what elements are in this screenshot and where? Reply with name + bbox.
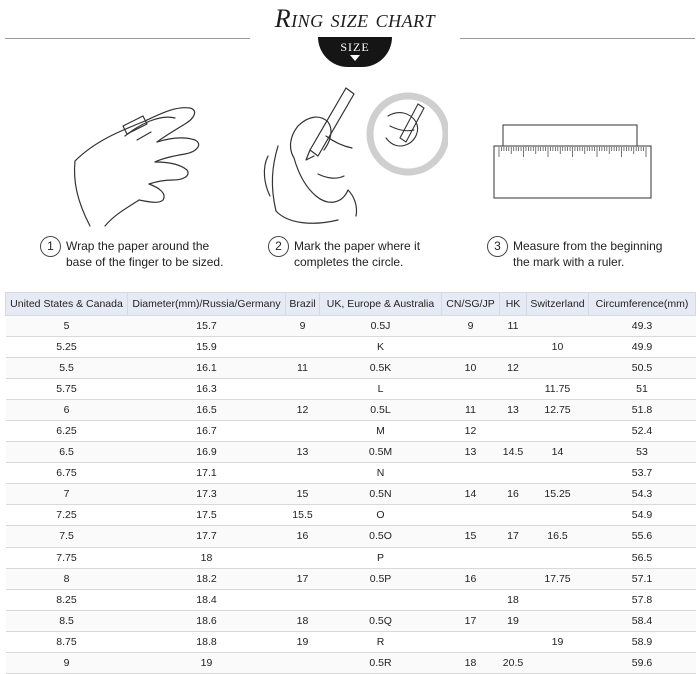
- table-cell: 18.6: [128, 610, 286, 631]
- step-number: 2: [268, 236, 289, 257]
- table-cell: [527, 421, 589, 442]
- column-header: UK, Europe & Australia: [320, 293, 442, 316]
- table-cell: 8.5: [6, 610, 128, 631]
- table-cell: 13: [500, 400, 527, 421]
- table-cell: [527, 505, 589, 526]
- table-row: [6, 652, 696, 673]
- table-cell: 9: [6, 652, 128, 673]
- table-cell: 17.5: [128, 505, 286, 526]
- table-cell: 5.75: [6, 379, 128, 400]
- table-cell: [442, 631, 500, 652]
- column-header: CN/SG/JP: [442, 293, 500, 316]
- table-cell: 16.5: [527, 526, 589, 547]
- table-cell: 52.4: [589, 421, 696, 442]
- table-cell: 53.7: [589, 463, 696, 484]
- table-row: [6, 547, 696, 568]
- step-line: Measure from the beginning: [513, 239, 663, 253]
- table-cell: 15: [286, 484, 320, 505]
- table-cell: [442, 337, 500, 358]
- table-cell: 17: [442, 610, 500, 631]
- table-cell: 58.9: [589, 631, 696, 652]
- table-row: [6, 484, 696, 505]
- table-cell: [527, 610, 589, 631]
- table-cell: O: [320, 505, 442, 526]
- table-cell: [442, 379, 500, 400]
- table-cell: 10: [527, 337, 589, 358]
- table-row: [6, 463, 696, 484]
- table-cell: 6.75: [6, 463, 128, 484]
- table-cell: [286, 421, 320, 442]
- table-cell: 17: [286, 568, 320, 589]
- table-cell: 0.5M: [320, 442, 442, 463]
- step-line: the mark with a ruler.: [513, 255, 625, 269]
- header-rule-left: [5, 38, 250, 39]
- table-cell: 0.5N: [320, 484, 442, 505]
- table-cell: [320, 589, 442, 610]
- table-cell: 18: [442, 652, 500, 673]
- table-cell: 19: [128, 652, 286, 673]
- column-header: United States & Canada: [6, 293, 128, 316]
- hand-wrap-paper-illustration: [65, 96, 215, 231]
- table-cell: 6.5: [6, 442, 128, 463]
- table-cell: [286, 379, 320, 400]
- table-cell: 11.75: [527, 379, 589, 400]
- table-cell: 15.25: [527, 484, 589, 505]
- table-cell: [500, 505, 527, 526]
- table-row: [6, 526, 696, 547]
- table-row: [6, 316, 696, 337]
- table-cell: 51: [589, 379, 696, 400]
- table-cell: 16: [500, 484, 527, 505]
- table-cell: [500, 379, 527, 400]
- table-cell: 19: [527, 631, 589, 652]
- table-cell: R: [320, 631, 442, 652]
- table-cell: 51.8: [589, 400, 696, 421]
- column-header: Switzerland: [527, 293, 589, 316]
- table-row: [6, 337, 696, 358]
- table-cell: 16.5: [128, 400, 286, 421]
- table-cell: N: [320, 463, 442, 484]
- table-cell: 16.1: [128, 358, 286, 379]
- table-cell: 11: [286, 358, 320, 379]
- table-cell: 54.9: [589, 505, 696, 526]
- table-cell: 18: [128, 547, 286, 568]
- table-cell: 53: [589, 442, 696, 463]
- table-cell: [527, 358, 589, 379]
- table-cell: 7.75: [6, 547, 128, 568]
- table-cell: 18: [286, 610, 320, 631]
- table-cell: 19: [286, 631, 320, 652]
- table-cell: [500, 463, 527, 484]
- ruler-measure-illustration: [493, 120, 653, 200]
- table-cell: 17.75: [527, 568, 589, 589]
- table-cell: [286, 463, 320, 484]
- step-line: Mark the paper where it: [294, 239, 421, 253]
- table-cell: 49.9: [589, 337, 696, 358]
- table-cell: [442, 463, 500, 484]
- table-cell: 13: [442, 442, 500, 463]
- table-cell: 12: [442, 421, 500, 442]
- table-cell: [500, 421, 527, 442]
- table-cell: 18.2: [128, 568, 286, 589]
- size-badge: [318, 37, 392, 67]
- table-cell: 12.75: [527, 400, 589, 421]
- column-header: Circumference(mm): [589, 293, 696, 316]
- table-cell: 6.25: [6, 421, 128, 442]
- table-cell: 16: [286, 526, 320, 547]
- down-arrow-icon: [350, 55, 360, 61]
- table-cell: 7.5: [6, 526, 128, 547]
- table-cell: [442, 589, 500, 610]
- table-cell: 55.6: [589, 526, 696, 547]
- table-cell: [527, 589, 589, 610]
- table-cell: [500, 337, 527, 358]
- table-cell: 17.1: [128, 463, 286, 484]
- table-cell: 18.8: [128, 631, 286, 652]
- table-cell: 7.25: [6, 505, 128, 526]
- table-cell: [500, 631, 527, 652]
- table-cell: 0.5J: [320, 316, 442, 337]
- table-cell: [527, 547, 589, 568]
- table-cell: 57.8: [589, 589, 696, 610]
- table-cell: 15.7: [128, 316, 286, 337]
- ring-size-table: [5, 292, 696, 674]
- table-row: [6, 421, 696, 442]
- step-text: [513, 238, 662, 270]
- table-cell: 16.7: [128, 421, 286, 442]
- table-cell: 15: [442, 526, 500, 547]
- table-row: [6, 400, 696, 421]
- step-number: 3: [487, 236, 508, 257]
- table-row: [6, 631, 696, 652]
- table-cell: 8.25: [6, 589, 128, 610]
- table-header-row: [6, 293, 696, 316]
- table-cell: 12: [286, 400, 320, 421]
- table-cell: [286, 337, 320, 358]
- column-header: Brazil: [286, 293, 320, 316]
- table-cell: 0.5L: [320, 400, 442, 421]
- table-row: [6, 589, 696, 610]
- table-cell: K: [320, 337, 442, 358]
- table-cell: 16.3: [128, 379, 286, 400]
- table-cell: L: [320, 379, 442, 400]
- table-cell: 18.4: [128, 589, 286, 610]
- table-cell: 0.5P: [320, 568, 442, 589]
- table-cell: [286, 547, 320, 568]
- table-cell: 5.25: [6, 337, 128, 358]
- table-cell: M: [320, 421, 442, 442]
- table-cell: 14.5: [500, 442, 527, 463]
- table-row: [6, 442, 696, 463]
- table-cell: 19: [500, 610, 527, 631]
- page-title: Ring size chart: [274, 4, 436, 33]
- table-cell: 50.5: [589, 358, 696, 379]
- table-cell: 5: [6, 316, 128, 337]
- table-row: [6, 505, 696, 526]
- table-cell: 5.5: [6, 358, 128, 379]
- table-cell: P: [320, 547, 442, 568]
- table-row: [6, 379, 696, 400]
- step-line: completes the circle.: [294, 255, 404, 269]
- column-header: HK: [500, 293, 527, 316]
- table-cell: 7: [6, 484, 128, 505]
- table-cell: 8.75: [6, 631, 128, 652]
- table-cell: [527, 652, 589, 673]
- table-cell: [286, 589, 320, 610]
- table-cell: 11: [500, 316, 527, 337]
- table-cell: 9: [286, 316, 320, 337]
- table-cell: 59.6: [589, 652, 696, 673]
- table-cell: 18: [500, 589, 527, 610]
- table-cell: 12: [500, 358, 527, 379]
- table-cell: 0.5O: [320, 526, 442, 547]
- table-cell: 16.9: [128, 442, 286, 463]
- step-text: [66, 238, 223, 270]
- table-cell: 0.5Q: [320, 610, 442, 631]
- table-cell: 14: [527, 442, 589, 463]
- table-cell: 8: [6, 568, 128, 589]
- table-cell: 17.3: [128, 484, 286, 505]
- table-row: [6, 358, 696, 379]
- table-cell: [442, 505, 500, 526]
- table-row: [6, 610, 696, 631]
- table-cell: 16: [442, 568, 500, 589]
- mark-paper-illustration: [258, 86, 448, 231]
- table-cell: [442, 547, 500, 568]
- table-cell: 15.5: [286, 505, 320, 526]
- table-cell: 10: [442, 358, 500, 379]
- table-cell: 13: [286, 442, 320, 463]
- step-number: 1: [40, 236, 61, 257]
- table-cell: [527, 463, 589, 484]
- step-text: [294, 238, 420, 270]
- table-cell: 57.1: [589, 568, 696, 589]
- table-cell: 6: [6, 400, 128, 421]
- table-cell: [500, 547, 527, 568]
- table-cell: 0.5R: [320, 652, 442, 673]
- table-cell: 17: [500, 526, 527, 547]
- table-cell: 49.3: [589, 316, 696, 337]
- table-row: [6, 568, 696, 589]
- table-cell: [500, 568, 527, 589]
- table-cell: 54.3: [589, 484, 696, 505]
- table-cell: [286, 652, 320, 673]
- table-cell: [527, 316, 589, 337]
- size-badge-label: SIZE: [340, 40, 370, 54]
- table-cell: 17.7: [128, 526, 286, 547]
- column-header: Diameter(mm)/Russia/Germany: [128, 293, 286, 316]
- step-line: Wrap the paper around the: [66, 239, 210, 253]
- table-cell: 58.4: [589, 610, 696, 631]
- header-rule-right: [460, 38, 695, 39]
- table-cell: 20.5: [500, 652, 527, 673]
- table-cell: 9: [442, 316, 500, 337]
- table-cell: 14: [442, 484, 500, 505]
- table-cell: 11: [442, 400, 500, 421]
- table-cell: 56.5: [589, 547, 696, 568]
- table-cell: 0.5K: [320, 358, 442, 379]
- table-cell: 15.9: [128, 337, 286, 358]
- step-line: base of the finger to be sized.: [66, 255, 224, 269]
